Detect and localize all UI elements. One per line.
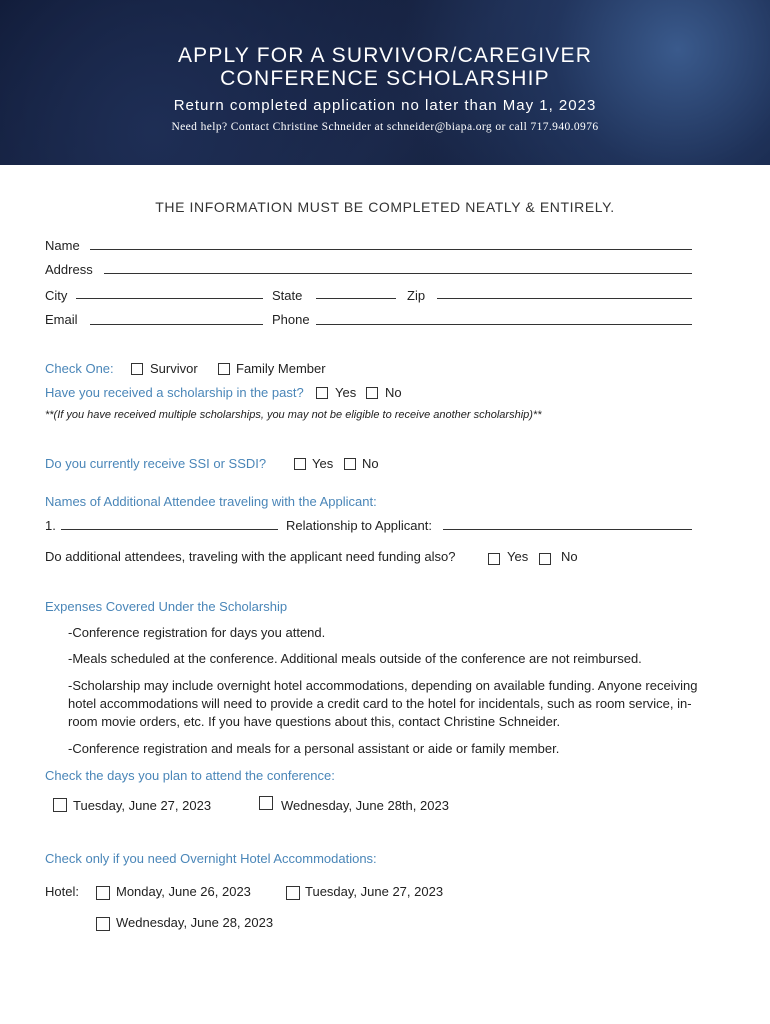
expenses-heading: Expenses Covered Under the Scholarship [45, 599, 288, 614]
relationship-label: Relationship to Applicant: [286, 518, 432, 533]
hotel-monday-label: Monday, June 26, 2023 [116, 884, 251, 899]
help-text: Need help? Contact Christine Schneider at schneider@biapa.org or call 717.940.0976 [171, 121, 599, 133]
past-scholarship-no-checkbox[interactable] [366, 387, 378, 399]
day-tuesday-checkbox[interactable] [53, 798, 67, 812]
address-field[interactable] [104, 273, 692, 274]
ssi-no-label: No [362, 456, 379, 471]
deadline-text: Return completed application no later than May 1, 2023 [173, 97, 597, 114]
day-tuesday-label: Tuesday, June 27, 2023 [73, 798, 212, 813]
zip-label: Zip [407, 288, 426, 303]
past-scholarship-yes-checkbox[interactable] [316, 387, 328, 399]
expense-item-registration: -Conference registration for days you attend. [68, 625, 326, 640]
phone-field[interactable] [316, 324, 692, 325]
check-one-label: Check One: [45, 361, 114, 376]
family-member-label: Family Member [236, 361, 326, 376]
survivor-checkbox[interactable] [131, 363, 143, 375]
email-field[interactable] [90, 324, 263, 325]
attendee-name-field[interactable] [61, 529, 278, 530]
city-label: City [45, 288, 68, 303]
day-wednesday-label: Wednesday, June 28th, 2023 [281, 798, 449, 813]
state-label: State [272, 288, 303, 303]
ssi-yes-checkbox[interactable] [294, 458, 306, 470]
day-wednesday-checkbox[interactable] [259, 796, 273, 810]
instruction-heading: THE INFORMATION MUST BE COMPLETED NEATLY & ENTIRELY. [155, 199, 615, 215]
multiple-scholarships-note: **(If you have received multiple scholarships, you may not be eligible to receive another scholarship)** [45, 409, 542, 421]
hotel-wednesday-checkbox[interactable] [96, 917, 110, 931]
attendance-days-heading: Check the days you plan to attend the conference: [45, 768, 335, 783]
zip-field[interactable] [437, 298, 692, 299]
survivor-label: Survivor [150, 361, 198, 376]
title-line-2: CONFERENCE SCHOLARSHIP [220, 67, 550, 90]
hotel-tuesday-checkbox[interactable] [286, 886, 300, 900]
family-member-checkbox[interactable] [218, 363, 230, 375]
ssi-no-checkbox[interactable] [344, 458, 356, 470]
attendee-number: 1. [45, 518, 56, 533]
name-field[interactable] [90, 249, 692, 250]
attendee-funding-question: Do additional attendees, traveling with the applicant need funding also? [45, 549, 456, 564]
additional-attendee-heading: Names of Additional Attendee traveling with the Applicant: [45, 494, 377, 509]
expense-item-assistant: -Conference registration and meals for a personal assistant or aide or family member. [68, 741, 560, 756]
past-scholarship-question: Have you received a scholarship in the past? [45, 385, 304, 400]
hotel-wednesday-label: Wednesday, June 28, 2023 [116, 915, 274, 930]
ssi-question: Do you currently receive SSI or SSDI? [45, 456, 267, 471]
attendee-funding-yes-checkbox[interactable] [488, 553, 500, 565]
email-label: Email [45, 312, 78, 327]
past-scholarship-no-label: No [385, 385, 402, 400]
state-field[interactable] [316, 298, 396, 299]
title-line-1: APPLY FOR A SURVIVOR/CAREGIVER [177, 44, 593, 67]
attendee-funding-no-checkbox[interactable] [539, 553, 551, 565]
attendee-funding-no-label: No [561, 549, 578, 564]
phone-label: Phone [272, 312, 310, 327]
name-label: Name [45, 238, 80, 253]
past-scholarship-yes-label: Yes [335, 385, 357, 400]
form-title [0, 44, 770, 90]
city-field[interactable] [76, 298, 263, 299]
hotel-tuesday-label: Tuesday, June 27, 2023 [305, 884, 444, 899]
expense-item-meals: -Meals scheduled at the conference. Additional meals outside of the conference are not reimbursed. [68, 651, 642, 666]
attendee-funding-yes-label: Yes [507, 549, 529, 564]
relationship-field[interactable] [443, 529, 692, 530]
address-label: Address [45, 262, 93, 277]
hotel-heading: Check only if you need Overnight Hotel Accommodations: [45, 851, 377, 866]
hotel-monday-checkbox[interactable] [96, 886, 110, 900]
hotel-label: Hotel: [45, 884, 79, 899]
header-banner [0, 0, 770, 165]
ssi-yes-label: Yes [312, 456, 334, 471]
expense-item-hotel: -Scholarship may include overnight hotel accommodations, depending on available funding. Anyone receiving hotel accommodations will need to provide a credit card to the hotel for incidentals, such as room service, in-room movie orders, etc. If you have questions about this, contact Christine Schneider. [68, 678, 698, 729]
